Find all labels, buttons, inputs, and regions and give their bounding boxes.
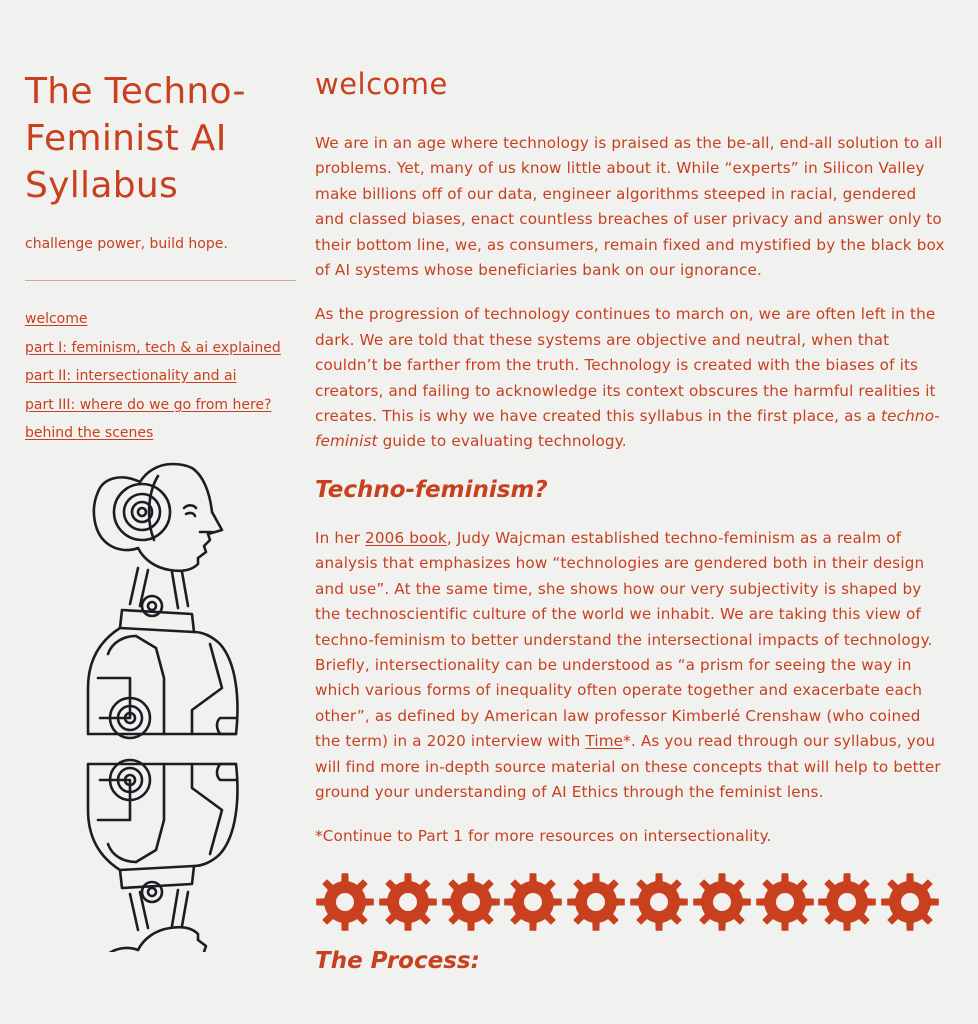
robot-icon	[60, 392, 250, 952]
nav-link-welcome[interactable]: welcome	[25, 311, 88, 327]
techno-text-middle: , Judy Wajcman established techno-feminism as a realm of analysis that emphasizes how “technologies are gendered both in their design and use”. At the same time, she shows how our very subjectivity is shaped by the technoscientific culture of the world we inhabit. We are taking this view of techno-feminism to better understand the intersectional impacts of technology. Briefly, intersectionality can be understood as “a prism for seeing the way in which various forms of inequality often operate together and exacerbate each other”, as defined by American law professor Kimberlé Crenshaw (who coined the term) in a 2020 interview with	[315, 528, 933, 751]
gear-icon	[441, 872, 501, 932]
gear-icon	[629, 872, 689, 932]
time-link[interactable]: Time	[585, 732, 624, 751]
book-link[interactable]: 2006 book	[365, 528, 447, 547]
context-text-end: guide to evaluating technology.	[377, 432, 627, 451]
context-paragraph	[315, 302, 945, 454]
gear-icon	[817, 872, 877, 932]
context-text-start: As the progression of technology continues to march on, we are often left in the dark. We are told that these systems are objective and neutral, when that couldn’t be farther from the truth. Technology is created with the biases of its creators, and failing to acknowledge its context obscures the harmful realities it creates. This is why we have created this syllabus in the first place, as a	[315, 305, 936, 426]
gear-divider	[315, 872, 945, 936]
nav-link-part-1[interactable]: part I: feminism, tech & ai explained	[25, 339, 281, 356]
nav-item-part-1	[25, 334, 297, 363]
gear-icon	[503, 872, 563, 932]
sidebar	[25, 68, 297, 448]
gear-icon	[378, 872, 438, 932]
gear-icon	[692, 872, 752, 932]
section-heading-process: The Process:	[315, 947, 480, 974]
footnote: *Continue to Part 1 for more resources on intersectionality.	[315, 827, 772, 846]
site-title: The Techno-Feminist AI Syllabus	[25, 71, 246, 206]
gear-icon	[566, 872, 626, 932]
techno-text-end: *. As you read through our syllabus, you will find more in-depth source material on these concepts that will help to better ground your understanding of AI Ethics through the feminist lens.	[315, 732, 941, 801]
nav-link-behind-scenes[interactable]: behind the scenes	[25, 425, 154, 441]
gear-icon	[315, 872, 375, 932]
site-tagline: challenge power, build hope.	[25, 236, 228, 252]
techno-feminist-emphasis: techno-feminist	[315, 407, 940, 451]
page-title: welcome	[315, 67, 448, 101]
nav-link-part-2[interactable]: part II: intersectionality and ai	[25, 368, 237, 384]
gear-icon	[880, 872, 940, 932]
sidebar-divider	[25, 280, 296, 281]
gear-icon	[755, 872, 815, 932]
main-content	[315, 64, 945, 976]
nav-link-part-3[interactable]: part III: where do we go from here?	[25, 396, 272, 413]
nav-item-welcome	[25, 305, 297, 334]
nav-item-part-2	[25, 362, 297, 391]
intro-paragraph: We are in an age where technology is praised as the be-all, end-all solution to all problems. Yet, many of us know little about it. While “experts” in Silicon Valley make billions off of our data, engineer algorithms steeped in racial, gendered and classed biases, enact countless breaches of user privacy and answer only to their bottom line, we, as consumers, remain fixed and mystified by the black box of AI systems whose beneficiaries bank on our ignorance.	[315, 134, 945, 280]
techno-feminism-paragraph	[315, 526, 945, 805]
section-heading-techno-feminism: Techno-feminism?	[315, 476, 548, 503]
techno-text-start: In her	[315, 528, 366, 547]
